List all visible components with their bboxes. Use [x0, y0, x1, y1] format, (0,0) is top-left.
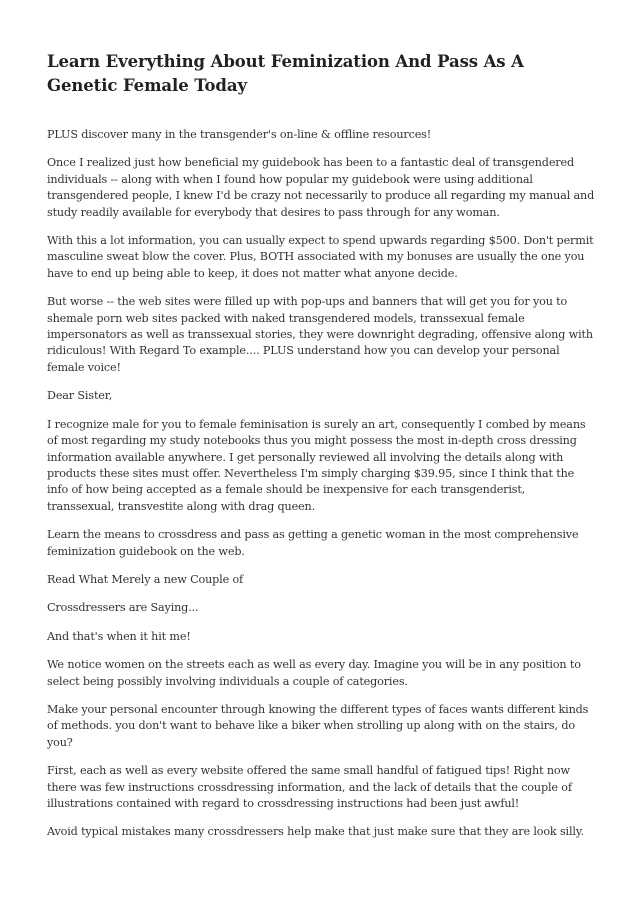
paragraph-12: Make your personal encounter through knowing the different types of faces wants different kinds of methods. you don't want to behave like a biker when strolling up along with on the stairs, do you?: [47, 702, 589, 749]
paragraph-3: With this a lot information, you can usually expect to spend upwards regarding $500. Don't permit masculine sweat blow the cover. Plus, BOTH associated with my bonuses are usually the one you have to end up being able to keep, it does not matter what anyone decide.: [47, 234, 594, 280]
document-page: [47, 50, 595, 853]
paragraph-6: I recognize male for you to female feminisation is surely an art, consequently I combed by means of most regarding my study notebooks thus you might possess the most in-depth cross dressing information available anywhere. I get personally reviewed all involving the details along with products these sites must offer. Nevertheless I'm simply charging $39.95, since I think that the info of how being accepted as a female should be inexpensive for each transgenderist, transsexual, transvestite along with drag queen.: [47, 417, 586, 513]
paragraph-8: Read What Merely a new Couple of: [47, 572, 244, 586]
paragraph-9: Crossdressers are Saying...: [47, 601, 199, 615]
paragraph-13: First, each as well as every website offered the same small handful of fatigued tips! Right now there was few instructions crossdressing information, and the lack of details that the couple of illustrations contained with regard to crossdressing instructions had been just awful!: [47, 764, 572, 810]
paragraph-1: PLUS discover many in the transgender's on-line & offline resources!: [47, 128, 432, 141]
paragraph-4: But worse -- the web sites were filled up with pop-ups and banners that will get you for you to shemale porn web sites packed with naked transgendered models, transsexual female impersonators as well as transsexual stories, they were downright degrading, offensive along with ridiculous! With Regard To example.... PLUS understand how you can develop your personal female voice!: [47, 295, 593, 374]
paragraph-7: Learn the means to crossdress and pass as getting a genetic woman in the most comprehensive feminization guidebook on the web.: [47, 528, 579, 558]
paragraph-10: And that's when it hit me!: [47, 629, 191, 643]
paragraph-11: We notice women on the streets each as well as every day. Imagine you will be in any position to select being possibly involving individuals a couple of categories.: [47, 658, 581, 688]
document-title: Learn Everything About Feminization And Pass As A Genetic Female Today: [47, 52, 524, 95]
paragraph-5: Dear Sister,: [47, 389, 113, 403]
paragraph-14: Avoid typical mistakes many crossdressers help make that just make sure that they are look silly.: [47, 825, 584, 839]
paragraph-2: Once I realized just how beneficial my guidebook has been to a fantastic deal of transgendered individuals -- along with when I found how popular my guidebook were using additional transgendered people, I knew I'd be crazy not necessarily to produce all regarding my manual and study readily available for everybody that desires to pass through for any woman.: [47, 156, 595, 219]
